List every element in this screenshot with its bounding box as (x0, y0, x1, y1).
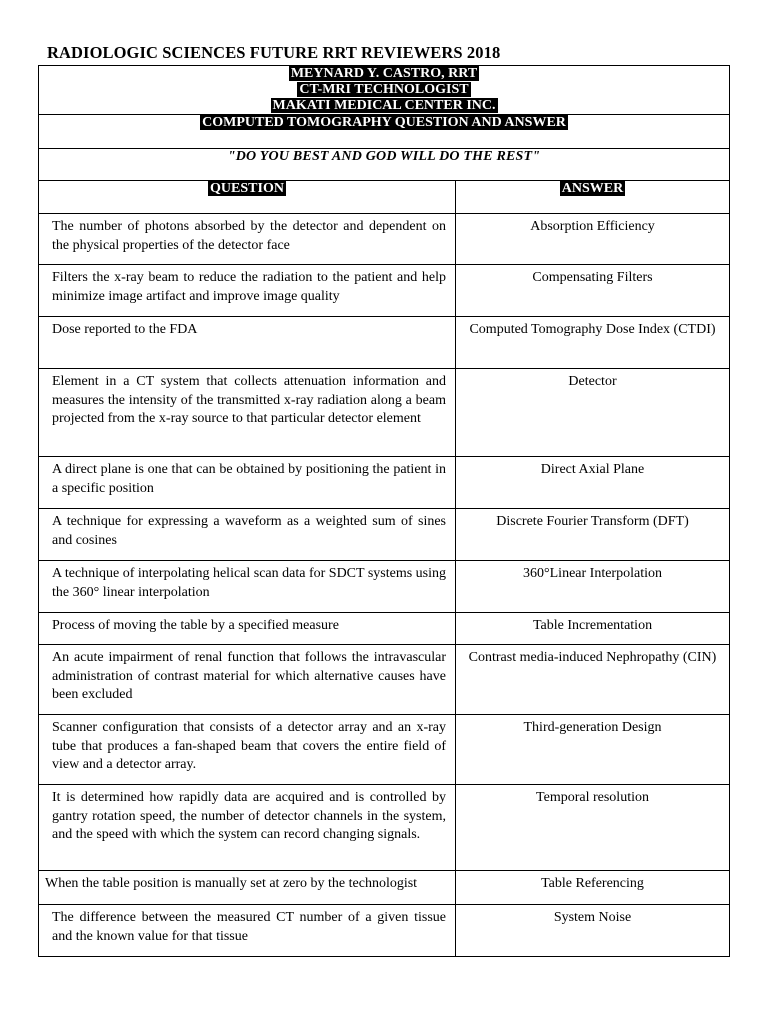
answer-cell: Direct Axial Plane (456, 457, 730, 509)
answer-header-cell (456, 181, 730, 214)
question-cell: It is determined how rapidly data are acquired and is controlled by gantry rotation speed, the number of detector channels in the system, and the speed with which the system can record changing signals. (39, 785, 456, 871)
author-block (39, 66, 730, 115)
answer-cell: Computed Tomography Dose Index (CTDI) (456, 317, 730, 369)
table-row (39, 317, 730, 369)
table-row (39, 265, 730, 317)
table-row (39, 561, 730, 613)
question-cell: Filters the x-ray beam to reduce the radiation to the patient and help minimize image artifact and improve image quality (39, 265, 456, 317)
question-cell: Element in a CT system that collects attenuation information and measures the intensity of the transmitted x-ray radiation along a beam projected from the x-ray source to that particular detector element (39, 369, 456, 457)
answer-cell: 360°Linear Interpolation (456, 561, 730, 613)
question-cell: A technique for expressing a waveform as a weighted sum of sines and cosines (39, 509, 456, 561)
answer-cell: Discrete Fourier Transform (DFT) (456, 509, 730, 561)
table-row (39, 871, 730, 905)
column-header-row (39, 181, 730, 214)
question-cell: Scanner configuration that consists of a detector array and an x-ray tube that produces a fan-shaped beam that covers the entire field of view and a detector array. (39, 715, 456, 785)
table-row (39, 715, 730, 785)
question-cell: Dose reported to the FDA (39, 317, 456, 369)
question-cell: The number of photons absorbed by the detector and dependent on the physical properties of the detector face (39, 214, 456, 265)
author-institution: MAKATI MEDICAL CENTER INC. (272, 98, 496, 113)
question-cell: An acute impairment of renal function that follows the intravascular administration of contrast material for which alternative causes have been excluded (39, 645, 456, 715)
table-row (39, 785, 730, 871)
question-cell: The difference between the measured CT number of a given tissue and the known value for that tissue (39, 905, 456, 957)
table-row (39, 613, 730, 645)
answer-cell: Detector (456, 369, 730, 457)
table-row (39, 369, 730, 457)
question-header-cell (39, 181, 456, 214)
author-role: CT-MRI TECHNOLOGIST (299, 82, 469, 97)
qa-table (38, 65, 730, 957)
answer-cell: Temporal resolution (456, 785, 730, 871)
answer-header: ANSWER (561, 181, 624, 196)
question-header: QUESTION (210, 181, 284, 196)
answer-cell: Absorption Efficiency (456, 214, 730, 265)
motto: "DO YOU BEST AND GOD WILL DO THE REST" (39, 149, 730, 181)
answer-cell: Compensating Filters (456, 265, 730, 317)
answer-cell: Table Referencing (456, 871, 730, 905)
motto-row (39, 149, 730, 181)
question-cell: When the table position is manually set at zero by the technologist (39, 871, 456, 905)
answer-cell: System Noise (456, 905, 730, 957)
section-row (39, 115, 730, 149)
table-row (39, 509, 730, 561)
answer-cell: Table Incrementation (456, 613, 730, 645)
document-title: RADIOLOGIC SCIENCES FUTURE RRT REVIEWERS 2018 (47, 43, 501, 62)
answer-cell: Contrast media-induced Nephropathy (CIN) (456, 645, 730, 715)
section-title: COMPUTED TOMOGRAPHY QUESTION AND ANSWER (202, 115, 566, 130)
table-row (39, 645, 730, 715)
table-row (39, 214, 730, 265)
author-cell (39, 66, 730, 115)
section-cell (39, 115, 730, 149)
answer-cell: Third-generation Design (456, 715, 730, 785)
question-cell: Process of moving the table by a specified measure (39, 613, 456, 645)
table-row (39, 457, 730, 509)
question-cell: A technique of interpolating helical scan data for SDCT systems using the 360° linear interpolation (39, 561, 456, 613)
table-row (39, 905, 730, 957)
author-name: MEYNARD Y. CASTRO, RRT (290, 66, 478, 81)
question-cell: A direct plane is one that can be obtained by positioning the patient in a specific position (39, 457, 456, 509)
